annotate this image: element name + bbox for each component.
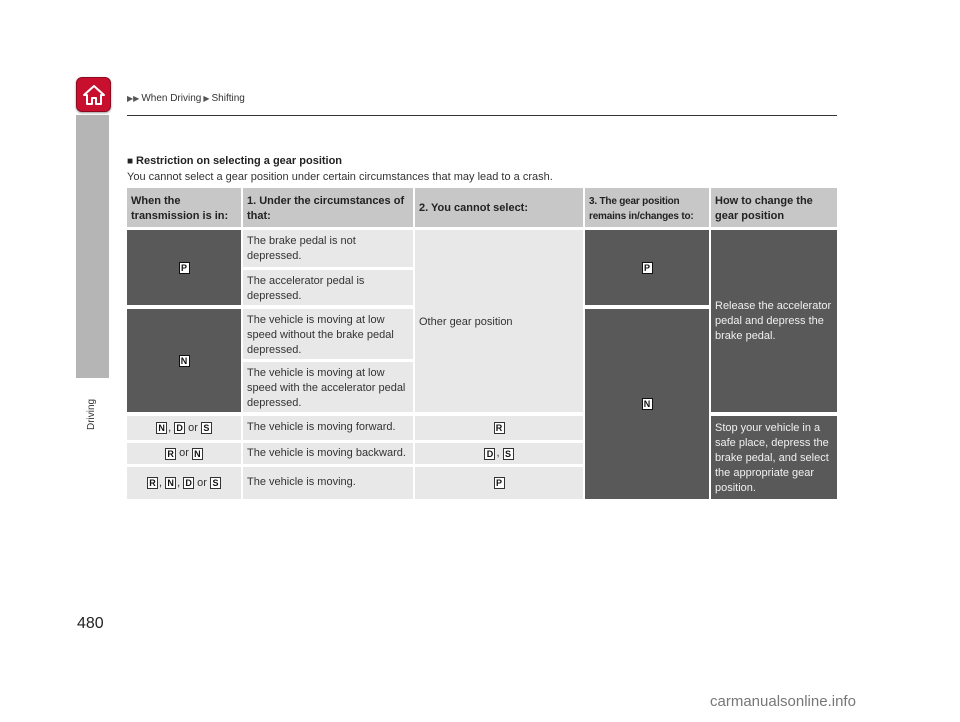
- section-title: [127, 155, 342, 167]
- breadcrumb-link-when-driving[interactable]: When Driving: [141, 93, 202, 104]
- cell-remedy-release: [711, 230, 837, 412]
- gear-p-key: P: [494, 477, 505, 489]
- section-intro: You cannot select a gear position under certain circumstances that may lead to a crash.: [127, 171, 553, 183]
- cell-cannot-r: [415, 416, 583, 440]
- cell-condition-2: The accelerator pedal is depressed.: [243, 270, 413, 305]
- gear-n-key: N: [642, 398, 653, 410]
- breadcrumb-link-shifting[interactable]: Shifting: [211, 93, 245, 104]
- remedy-stop-text: Stop your vehicle in a safe place, depress the brake pedal, and select the appropriate gear position.: [715, 422, 829, 494]
- breadcrumb-arrow-icon: ▶: [203, 94, 210, 103]
- chapter-label: Driving: [86, 398, 97, 430]
- cell-condition-6: The vehicle is moving backward.: [243, 443, 413, 464]
- breadcrumb: [127, 93, 245, 104]
- cell-cannot-ds: [415, 443, 583, 464]
- cell-condition-7: The vehicle is moving.: [243, 467, 413, 499]
- chapter-tab[interactable]: [76, 115, 109, 378]
- comma-separator: ,: [496, 447, 500, 459]
- watermark: carmanualsonline.info: [710, 693, 856, 710]
- comma-separator: ,: [168, 421, 172, 434]
- gear-n-key: N: [192, 448, 203, 460]
- gear-n-key: N: [156, 422, 167, 434]
- gear-n-key: N: [179, 355, 190, 367]
- gear-s-key: S: [503, 448, 514, 460]
- comma-separator: ,: [177, 476, 181, 489]
- cell-trans-nds: [127, 416, 241, 440]
- gear-r-key: R: [494, 422, 505, 434]
- gear-d-key: D: [183, 477, 194, 489]
- cell-condition-1: The brake pedal is not depressed.: [243, 230, 413, 267]
- gear-s-key: S: [201, 422, 212, 434]
- cell-trans-p: [127, 230, 241, 305]
- cell-result-n: [585, 309, 709, 499]
- remedy-release-text: Release the accelerator pedal and depress the brake pedal.: [715, 300, 832, 342]
- header-rule: [127, 115, 837, 116]
- cell-condition-4: The vehicle is moving at low speed with the accelerator pedal depressed.: [243, 362, 413, 412]
- or-separator: or: [188, 421, 198, 434]
- gear-d-key: D: [484, 448, 495, 460]
- section-title-text: Restriction on selecting a gear position: [136, 155, 343, 167]
- gear-p-key: P: [642, 262, 653, 274]
- cell-cannot-p: [415, 467, 583, 499]
- header-transmission: When the transmission is in:: [127, 188, 241, 227]
- cell-condition-5: The vehicle is moving forward.: [243, 416, 413, 440]
- gear-r-key: R: [165, 448, 176, 460]
- cell-trans-rnds: [127, 467, 241, 499]
- or-separator: or: [197, 476, 207, 489]
- header-circumstances: 1. Under the circumstances of that:: [243, 188, 413, 227]
- header-cannot-select: 2. You cannot select:: [415, 188, 583, 227]
- square-bullet-icon: ■: [127, 156, 134, 167]
- cell-trans-rn: [127, 443, 241, 464]
- or-separator: or: [179, 447, 189, 459]
- home-icon: [82, 84, 106, 106]
- cell-result-p: [585, 230, 709, 305]
- cell-condition-3: The vehicle is moving at low speed without the brake pedal depressed.: [243, 309, 413, 359]
- gear-n-key: N: [165, 477, 176, 489]
- gear-s-key: S: [210, 477, 221, 489]
- header-how-to-change: How to change the gear position: [711, 188, 837, 227]
- gear-d-key: D: [174, 422, 185, 434]
- page-number: 480: [77, 615, 104, 632]
- gear-p-key: P: [179, 262, 190, 274]
- gear-r-key: R: [147, 477, 158, 489]
- breadcrumb-arrow-icon: ▶▶: [127, 94, 140, 103]
- cell-remedy-stop: [711, 416, 837, 499]
- header-gear-result: 3. The gear position remains in/changes to:: [585, 188, 709, 227]
- home-button[interactable]: [76, 77, 111, 112]
- cell-trans-n: [127, 309, 241, 412]
- comma-separator: ,: [159, 476, 163, 489]
- cell-cannot-other-gear: Other gear position: [415, 230, 583, 412]
